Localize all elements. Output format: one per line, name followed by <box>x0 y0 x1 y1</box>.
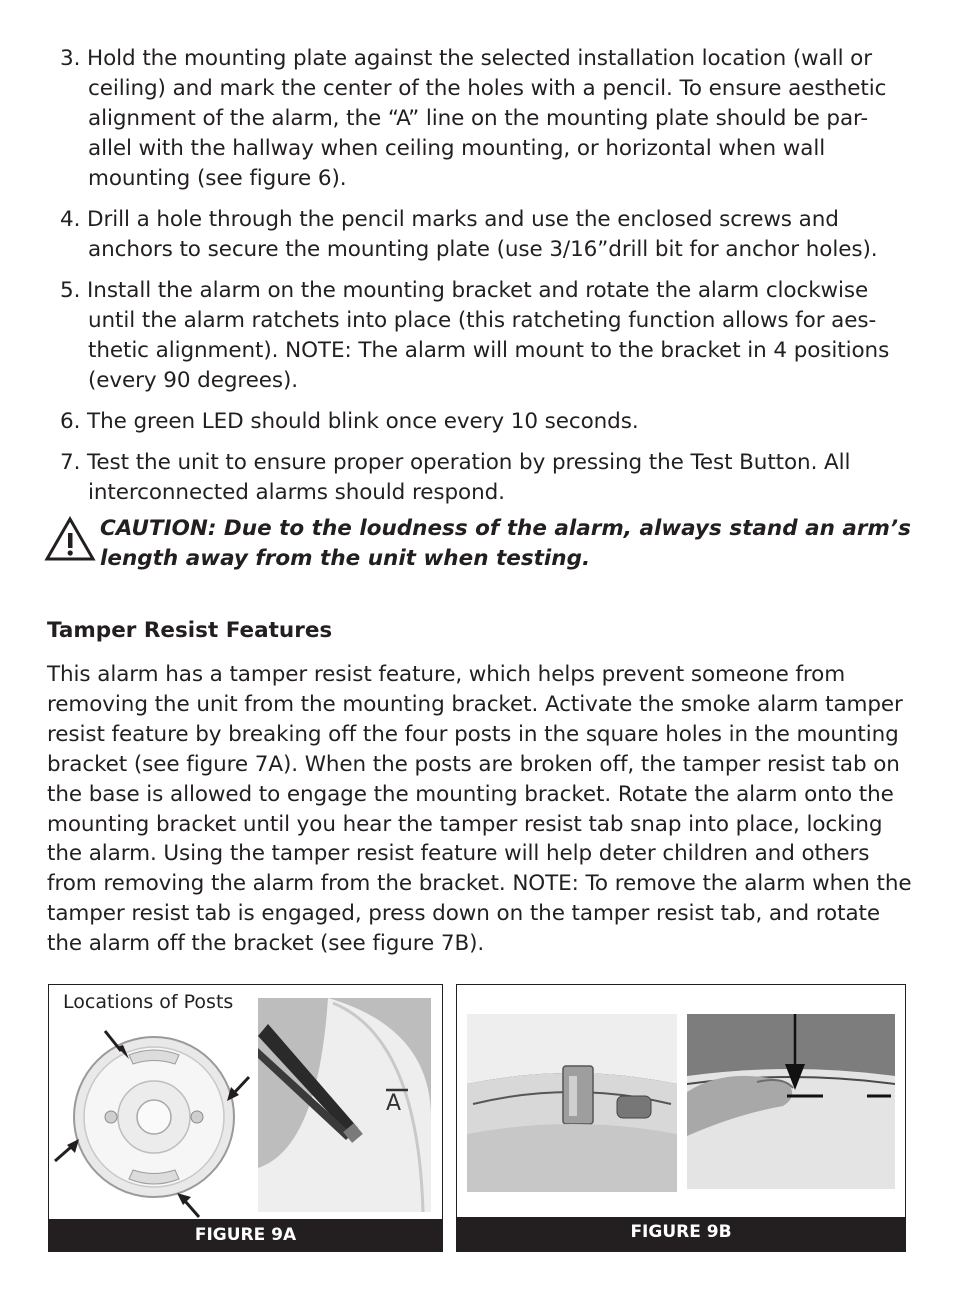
step-6: 6. The green LED should blink once every 10 seconds. <box>60 409 639 434</box>
step-4: 4. Drill a hole through the pencil marks and use the enclosed screws and anchors to secure the mounting plate (use 3/16”drill bit for anchor holes). <box>60 207 878 262</box>
caution-notice <box>44 514 914 574</box>
tamper-tab-photo <box>467 1014 677 1192</box>
step-3: 3. Hold the mounting plate against the selected installation location (wall or ceiling) and mark the center of the holes with a pencil. To ensure aesthetic alignment of the alarm, the “A” line on the mounting plate should be par-allel with the hallway when ceiling mounting, or horizontal when wall mounting (see figure 6). <box>60 46 887 191</box>
figure-9a-caption: FIGURE 9A <box>49 1219 442 1251</box>
caution-text: CAUTION: Due to the loudness of the alarm, always stand an arm’s length away from the unit when testing. <box>100 516 911 571</box>
press-tab-photo <box>687 1014 895 1189</box>
figure-9a <box>48 984 443 1252</box>
figure-9b <box>456 984 906 1252</box>
breaking-post-photo <box>258 998 431 1212</box>
mounting-bracket-illustration <box>49 1009 289 1219</box>
warning-triangle-icon <box>44 516 96 562</box>
installation-steps <box>60 44 910 519</box>
section-title: Tamper Resist Features <box>47 618 333 643</box>
step-7: 7. Test the unit to ensure proper operation by pressing the Test Button. All interconnected alarms should respond. <box>60 450 851 505</box>
step-5: 5. Install the alarm on the mounting bracket and rotate the alarm clockwise until the alarm ratchets into place (this ratcheting function allows for aes-thetic alignment). NOTE: The alarm will mount to the bracket in 4 positions (every 90 degrees). <box>60 278 890 393</box>
plate-a-letter: A <box>386 1091 402 1116</box>
figure-9b-caption: FIGURE 9B <box>457 1217 905 1251</box>
posts-label: Locations of Posts <box>63 991 234 1013</box>
section-body: This alarm has a tamper resist feature, which helps prevent someone from removing the unit from the mounting bracket. Activate the smoke alarm tamper resist feature by breaking off the four posts in the square holes in the mounting bracket (see figure 7A). When the posts are broken off, the tamper resist tab on the base is allowed to engage the mounting bracket. Rotate the alarm onto the mounting bracket until you hear the tamper resist tab snap into place, locking the alarm. Using the tamper resist feature will help deter children and others from removing the alarm from the bracket. NOTE: To remove the alarm when the tamper resist tab is engaged, press down on the tamper resist tab, and rotate the alarm off the bracket (see figure 7B). <box>47 662 912 957</box>
